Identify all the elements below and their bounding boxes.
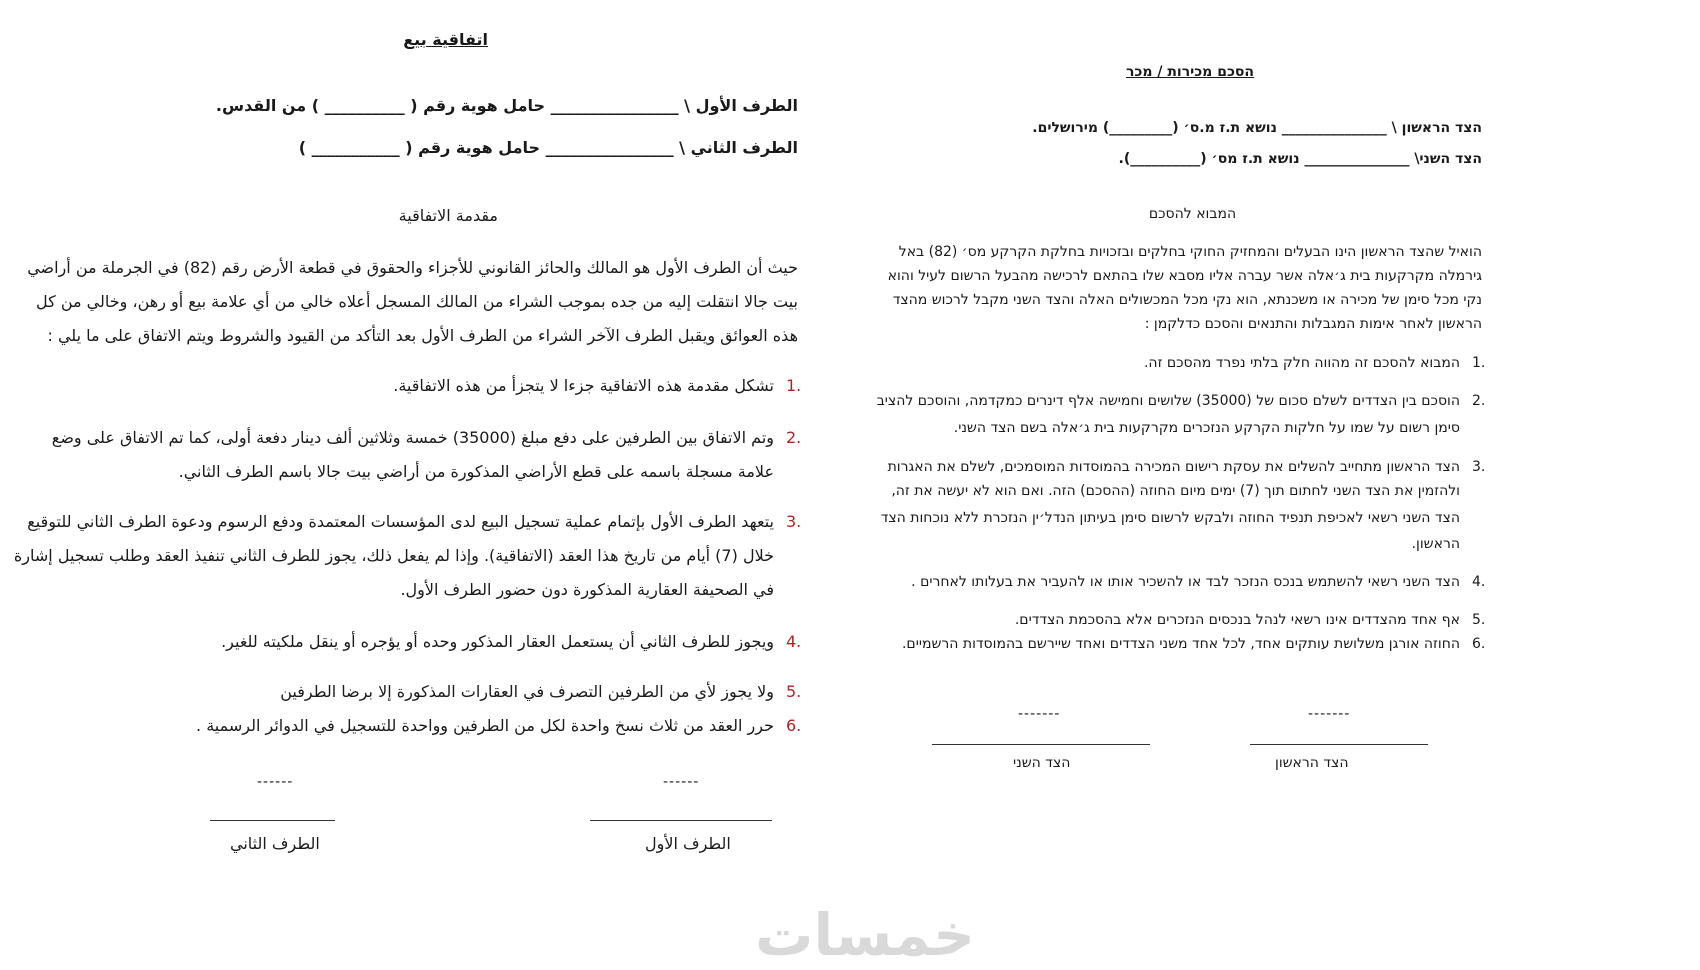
- hebrew-party1: הצד הראשון \ _______________ נושא ת.ז מ.ס׳ (_________) מירושלים.: [1032, 120, 1482, 136]
- arabic-sig-line-second: [210, 820, 335, 821]
- hebrew-intro-line: נקי מכל סימן של מכירה או משכנתא, הוא נקי מכל המכשולים האלה והצד השני מקבל לרכוש מהצד: [892, 292, 1482, 308]
- arabic-clause-number: 5.: [786, 682, 802, 701]
- hebrew-sig-second-label: הצד השני: [1013, 755, 1071, 771]
- hebrew-sig-line-first: [1250, 744, 1428, 745]
- hebrew-clause-number: 1.: [1472, 355, 1486, 371]
- hebrew-sig-dashes-first: -------: [1308, 706, 1351, 722]
- arabic-clause-number: 3.: [786, 512, 802, 531]
- hebrew-clause-text: סימן רשום על שמו על חלקות הקרקע הנזכרים מקרקעות בית ג׳אלה בשם הצד השני.: [953, 420, 1460, 436]
- hebrew-title: הסכם מכירות / מכר: [1125, 64, 1255, 80]
- hebrew-sig-dashes-second: -------: [1018, 706, 1061, 722]
- arabic-clause-text: يتعهد الطرف الأول بإتمام عملية تسجيل البيع لدى المؤسسات المعتمدة ودفع الرسوم ودعوة الطرف الثاني للتوقيع: [27, 512, 774, 531]
- hebrew-clause-text: החוזה אורגן משלושת עותקים אחד, לכל אחד משני הצדדים ואחד שיירשם בהמוסדות הרשמיים.: [901, 636, 1460, 652]
- hebrew-sig-line-second: [932, 744, 1150, 745]
- arabic-sig-first-label: الطرف الأول: [645, 834, 731, 853]
- watermark-logo: خمسات: [755, 905, 975, 965]
- arabic-clause-number: 2.: [786, 428, 802, 447]
- arabic-party1: الطرف الأول \ ________________ حامل هوية رقم ( __________ ) من القدس.: [215, 96, 798, 115]
- arabic-party2: الطرف الثاني \ ________________ حامل هوية رقم ( ___________ ): [298, 138, 798, 157]
- hebrew-clause-text: אף אחד מהצדדים אינו רשאי לנהל בנכסים הנזכרים אלא בהסכמת הצדדים.: [1014, 612, 1460, 628]
- hebrew-sig-first-label: הצד הראשון: [1275, 755, 1349, 771]
- hebrew-clause-text: הראשון.: [1411, 536, 1460, 552]
- hebrew-clause-number: 5.: [1472, 612, 1486, 628]
- arabic-intro-line: هذه العوائق ويقبل الطرف الآخر الشراء من الطرف الأول بعد التأكد من القيود والشروط ويتم الاتفاق على ما يلي :: [47, 326, 798, 345]
- arabic-clause-number: 1.: [786, 376, 802, 395]
- hebrew-clause-number: 2.: [1472, 393, 1486, 409]
- arabic-title: اتفاقية بيع: [403, 30, 488, 49]
- hebrew-intro-line: גירמלה מקרקעות בית ג׳אלה אשר עברה אליו מסבא שלו בהתאם לרכישה מהבעל הרשום לעיל והוא: [887, 268, 1482, 284]
- arabic-clause-text: وتم الاتفاق بين الطرفين على دفع مبلغ (35000) خمسة وثلاثين ألف دينار دفعة أولى، كما تم الاتفاق على وضع: [51, 428, 774, 447]
- arabic-intro-line: حيث أن الطرف الأول هو المالك والحائز القانوني للأجزاء والحقوق في قطعة الأرض رقم (82) في الجرملة من أراضي: [27, 258, 798, 277]
- hebrew-clause-text: הוסכם בין הצדדים לשלם סכום של (35000) שלושים וחמישה אלף דינרים כמקדמה, והוסכם להציב: [876, 393, 1460, 409]
- arabic-intro-heading: مقدمة الاتفاقية: [398, 206, 498, 225]
- arabic-sig-second-label: الطرف الثاني: [230, 834, 320, 853]
- arabic-clause-text: خلال (7) أيام من تاريخ هذا العقد (الاتفاقية). وإذا لم يفعل ذلك، يجوز للطرف الثاني تنفيذ العقد وطلب تسجيل إشارة: [13, 546, 774, 565]
- hebrew-clause-number: 3.: [1472, 459, 1486, 475]
- arabic-clause-number: 6.: [786, 716, 802, 735]
- hebrew-intro-line: הואיל שהצד הראשון הינו הבעלים והמחזיק החוקי בחלקים ובזכויות בחלקת הקרקע מס׳ (82) באל: [898, 244, 1482, 260]
- hebrew-party2: הצד השני\ _______________ נושא ת.ז מס׳ (__________).: [1118, 151, 1482, 167]
- arabic-sig-dashes-second: ------: [257, 774, 294, 790]
- hebrew-clause-text: ולהזמין את הצד השני לחתום תוך (7) ימים מיום החוזה (ההסכם) הזה. ואם הוא לא יעשה את זה,: [891, 483, 1460, 499]
- hebrew-intro-line: הראשון לאחר אימות המגבלות והתנאים והסכם כדלקמן :: [1144, 316, 1482, 332]
- arabic-sig-dashes-first: ------: [663, 774, 700, 790]
- arabic-intro-line: بيت جالا انتقلت إليه من جده بموجب الشراء من المالك المسجل أعلاه خالي من أي علامة بيع أو رهن، وخالي من كل: [36, 292, 798, 311]
- hebrew-clause-text: הצד השני רשאי להשתמש בנכס הנזכר לבד או להשכיר אותו או להעביר את בעלותו לאחרים .: [911, 574, 1460, 590]
- arabic-clause-text: حرر العقد من ثلاث نسخ واحدة لكل من الطرفين وواحدة للتسجيل في الدوائر الرسمية .: [196, 716, 774, 735]
- hebrew-clause-text: הצד השני רשאי לאכיפת תנפיד החוזה ולבקש לרשום סימן בעיתון הנדל׳ין הנזכרת ללא נוכחות הצד: [880, 510, 1460, 526]
- hebrew-intro-heading: המבוא להסכם: [1148, 206, 1237, 222]
- arabic-clause-text: علامة مسجلة باسمه على قطع الأراضي المذكورة من أراضي بيت جالا باسم الطرف الثاني.: [178, 462, 774, 481]
- arabic-clause-text: ويجوز للطرف الثاني أن يستعمل العقار المذكور وحده أو يؤجره أو ينقل ملكيته للغير.: [221, 632, 774, 651]
- hebrew-clause-number: 4.: [1472, 574, 1486, 590]
- hebrew-clause-text: המבוא להסכם זה מהווה חלק בלתי נפרד מהסכם זה.: [1143, 355, 1460, 371]
- arabic-clause-number: 4.: [786, 632, 802, 651]
- arabic-clause-text: تشكل مقدمة هذه الاتفاقية جزءا لا يتجزأ من هذه الاتفاقية.: [393, 376, 774, 395]
- hebrew-clause-number: 6.: [1472, 636, 1486, 652]
- arabic-sig-line-first: [590, 820, 772, 821]
- hebrew-clause-text: הצד הראשון מתחייב להשלים את עסקת רישום המכירה בהמוסדות המוסמכים, לשלם את האגרות: [887, 459, 1460, 475]
- arabic-clause-text: ولا يجوز لأي من الطرفين التصرف في العقارات المذكورة إلا برضا الطرفين: [280, 682, 774, 701]
- arabic-clause-text: في الصحيفة العقارية المذكورة دون حضور الطرف الأول.: [400, 580, 774, 599]
